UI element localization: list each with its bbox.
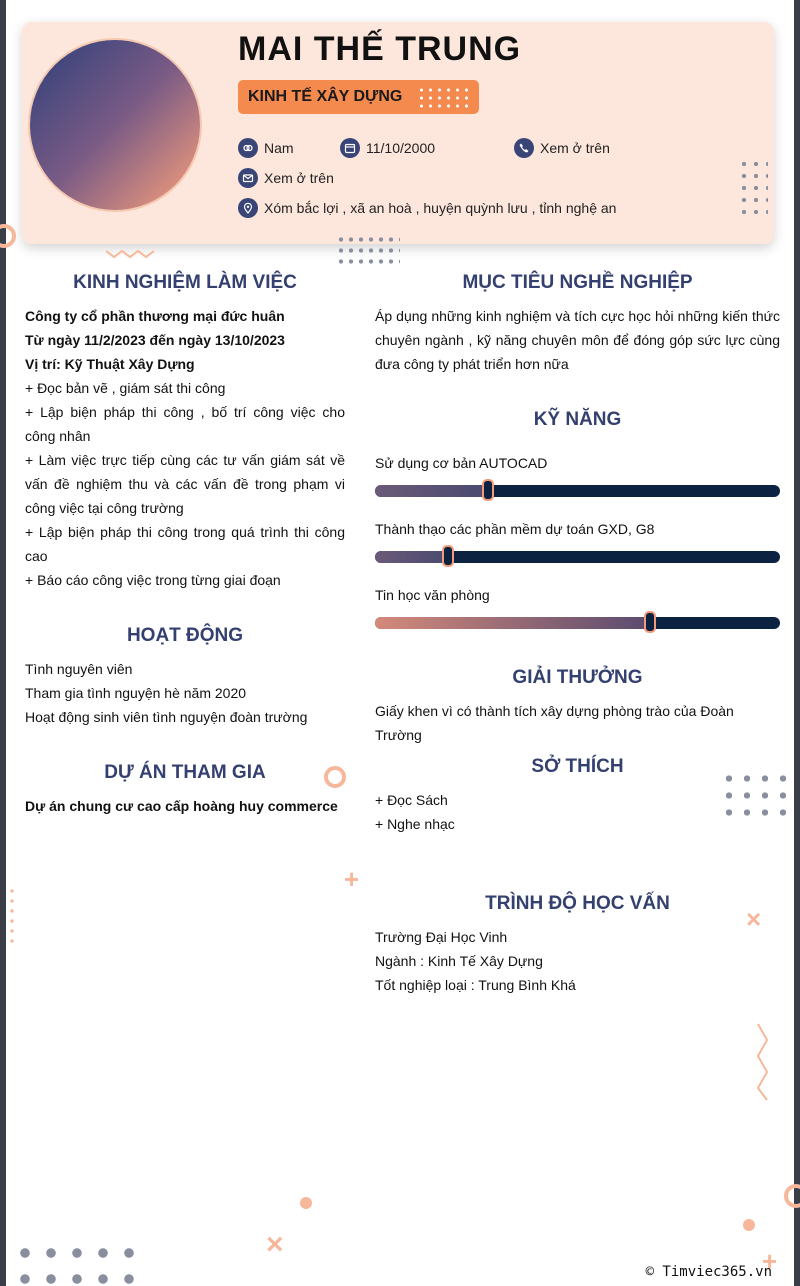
skill-bar-knob xyxy=(442,545,454,567)
gender-icon xyxy=(238,138,258,158)
decor-dot xyxy=(743,1219,755,1231)
decor-ring xyxy=(784,1184,800,1208)
list-item: + Báo cáo công việc trong từng giai đoạn xyxy=(25,572,281,588)
decor-dots xyxy=(738,158,768,214)
skill-bar-fill xyxy=(375,485,488,497)
experience-tasks xyxy=(25,376,345,592)
address-info xyxy=(238,198,616,218)
decor-zigzag xyxy=(756,1022,770,1102)
education-details xyxy=(375,925,576,997)
list-item: + Đọc bản vẽ , giám sát thi công xyxy=(25,380,226,396)
decor-plus: + xyxy=(344,864,360,894)
gender-info xyxy=(238,138,294,158)
decor-dots xyxy=(8,886,16,948)
decor-cross: × xyxy=(746,904,762,934)
skill-label: Sử dụng cơ bản AUTOCAD xyxy=(375,455,548,471)
decor-dots xyxy=(336,234,400,266)
skills-title: KỸ NĂNG xyxy=(533,409,622,430)
candidate-name: MAI THẾ TRUNG xyxy=(238,30,522,68)
awards-title: GIẢI THƯỞNG xyxy=(512,667,643,688)
list-item: + Lập biện pháp thi công trong quá trình thi công cao xyxy=(25,524,345,564)
experience-company: Công ty cổ phần thương mại đức huân xyxy=(25,308,285,324)
list-item: + Nghe nhạc xyxy=(375,816,455,832)
address-value: Xóm bắc lợi , xã an hoà , huyện quỳnh lưu , tỉnh nghệ an xyxy=(264,200,617,216)
activities-title: HOẠT ĐỘNG xyxy=(126,625,244,646)
skill-label: Tin học văn phòng xyxy=(375,587,490,603)
email-value: Xem ở trên xyxy=(264,170,334,186)
decor-plus: + xyxy=(762,1246,778,1276)
profile-header xyxy=(22,22,774,244)
skill-label: Thành thạo các phần mềm dự toán GXD, G8 xyxy=(375,521,655,537)
footer-credit: © Timviec365.vn xyxy=(645,1264,772,1280)
objective-title: MỤC TIÊU NGHỀ NGHIỆP xyxy=(462,272,693,293)
education-grade: Tốt nghiệp loại : Trung Bình Khá xyxy=(375,977,576,993)
education-major: Ngành : Kinh Tế Xây Dựng xyxy=(375,953,543,969)
hobbies-list xyxy=(375,788,455,836)
experience-title: KINH NGHIỆM LÀM VIỆC xyxy=(73,272,297,293)
mail-icon xyxy=(238,168,258,188)
birthday-value: 11/10/2000 xyxy=(366,140,436,156)
gender-value: Nam xyxy=(264,140,294,156)
education-title: TRÌNH ĐỘ HỌC VẤN xyxy=(485,893,670,914)
hobbies-title: SỞ THÍCH xyxy=(531,756,624,777)
phone-value: Xem ở trên xyxy=(540,140,610,156)
list-item: + Lập biện pháp thi công , bố trí công việc cho công nhân xyxy=(25,404,345,444)
skill-bar-knob xyxy=(644,611,656,633)
skill-bar xyxy=(375,551,780,563)
avatar xyxy=(30,40,200,210)
left-edge xyxy=(0,0,6,1286)
calendar-icon xyxy=(340,138,360,158)
decor-ring xyxy=(0,224,16,248)
projects-title: DỰ ÁN THAM GIA xyxy=(104,762,266,783)
awards-text: Giấy khen vì có thành tích xây dựng phòng trào của Đoàn Trường xyxy=(375,703,734,743)
decor-cross: × xyxy=(266,1228,284,1261)
location-pin-icon xyxy=(238,198,258,218)
position-label: KINH TẾ XÂY DỰNG xyxy=(248,88,403,105)
position-badge xyxy=(238,80,479,114)
experience-role: Vị trí: Kỹ Thuật Xây Dựng xyxy=(25,356,195,372)
objective-text: Áp dụng những kinh nghiệm và tích cực học hỏi những kiến thức chuyên ngành , kỹ năng chuyên môn để đóng góp sức lực cùng đưa công ty phát triển hơn nữa xyxy=(375,308,780,372)
phone-info xyxy=(514,138,610,158)
skill-bar-fill xyxy=(375,617,650,629)
badge-dots xyxy=(417,86,469,108)
experience-period: Từ ngày 11/2/2023 đến ngày 13/10/2023 xyxy=(25,332,285,348)
phone-icon xyxy=(514,138,534,158)
birthday-info xyxy=(340,138,435,158)
skill-bar xyxy=(375,485,780,497)
right-edge xyxy=(794,0,800,1286)
list-item: + Đọc Sách xyxy=(375,792,448,808)
list-item: Hoạt động sinh viên tình nguyện đoàn trường xyxy=(25,709,308,725)
activities-list xyxy=(25,657,307,729)
list-item: + Làm việc trực tiếp cùng các tư vấn giám sát về vấn đề nghiệm thu và các vấn đề trong phạm vi công việc tại công trường xyxy=(25,452,345,516)
project-item: Dự án chung cư cao cấp hoàng huy commerce xyxy=(25,798,338,814)
education-school: Trường Đại Học Vinh xyxy=(375,929,508,945)
email-info xyxy=(238,168,334,188)
list-item: Tình nguyên viên xyxy=(25,661,133,677)
skill-bar xyxy=(375,617,780,629)
skill-bar-fill xyxy=(375,551,448,563)
decor-dots xyxy=(12,1240,142,1286)
decor-dot xyxy=(300,1197,312,1209)
list-item: Tham gia tình nguyện hè năm 2020 xyxy=(25,685,247,701)
skill-bar-knob xyxy=(482,479,494,501)
decor-zigzag xyxy=(106,248,158,260)
